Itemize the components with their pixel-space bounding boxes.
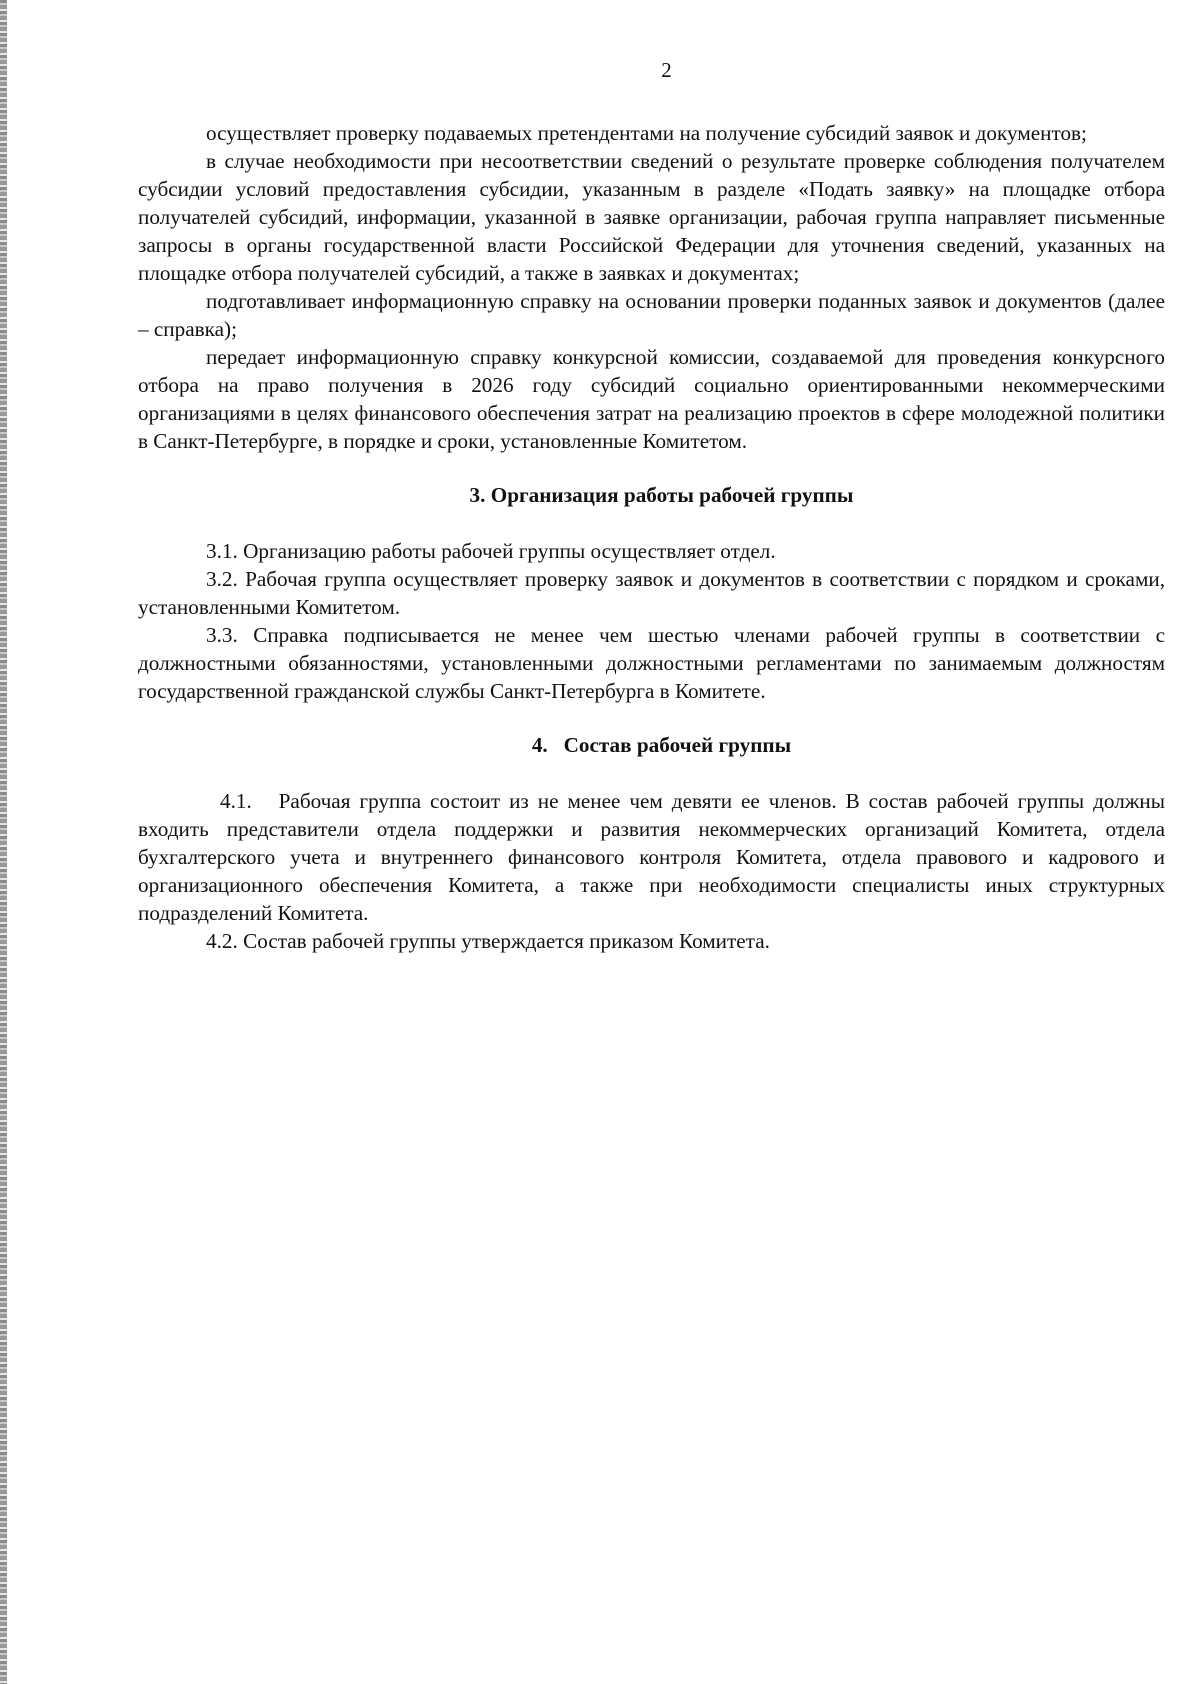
section-3-paragraph: 3.2. Рабочая группа осуществляет проверку заявок и документов в соответствии с порядком и сроками, установленными Комитетом. xyxy=(138,567,1165,619)
duty-paragraph: подготавливает информационную справку на основании проверки поданных заявок и документов (далее – справка); xyxy=(138,289,1165,341)
duty-paragraph: передает информационную справку конкурсной комиссии, создаваемой для проведения конкурсного отбора на право получения в 2026 году субсидий социально ориентированными некоммерческими организациями в целях финансового обеспечения затрат на реализацию проектов в сфере молодежной политики в Санкт-Петербурге, в порядке и сроки, установленные Комитетом. xyxy=(138,345,1165,453)
duty-paragraph: в случае необходимости при несоответствии сведений о результате проверке соблюдения получателем субсидии условий предоставления субсидии, указанным в разделе «Подать заявку» на площадке отбора получателей субсидий, информации, указанной в заявке организации, рабочая группа направляет письменные запросы в органы государственной власти Российской Федерации для уточнения сведений, указанных на площадке отбора получателей субсидий, а также в заявках и документах; xyxy=(138,149,1165,285)
duties-list xyxy=(138,119,1165,455)
document-page xyxy=(138,58,1171,955)
page-number: 2 xyxy=(661,58,672,82)
section-3-paragraph: 3.1. Организацию работы рабочей группы осуществляет отдел. xyxy=(206,539,776,563)
section-3-body xyxy=(138,537,1165,705)
scan-edge-artifact xyxy=(0,0,7,1684)
section-3-paragraph: 3.3. Справка подписывается не менее чем шестью членами рабочей группы в соответствии с должностными обязанностями, установленными должностными регламентами по занимаемым должностям государственной гражданской службы Санкт-Петербурга в Комитете. xyxy=(138,623,1165,703)
section-4-paragraph: 4.1. Рабочая группа состоит из не менее чем девяти ее членов. В состав рабочей группы должны входить представители отдела поддержки и развития некоммерческих организаций Комитета, отдела бухгалтерского учета и внутреннего финансового контроля Комитета, отдела правового и кадрового и организационного обеспечения Комитета, а также при необходимости специалисты иных структурных подразделений Комитета. xyxy=(138,789,1171,925)
section-4-body xyxy=(138,787,1171,955)
section-4-heading: 4. Состав рабочей группы xyxy=(531,733,792,757)
section-3-heading: 3. Организация работы рабочей группы xyxy=(469,483,854,507)
section-4-paragraph: 4.2. Состав рабочей группы утверждается приказом Комитета. xyxy=(206,929,770,953)
duty-paragraph: осуществляет проверку подаваемых претендентами на получение субсидий заявок и документов; xyxy=(206,121,1087,145)
